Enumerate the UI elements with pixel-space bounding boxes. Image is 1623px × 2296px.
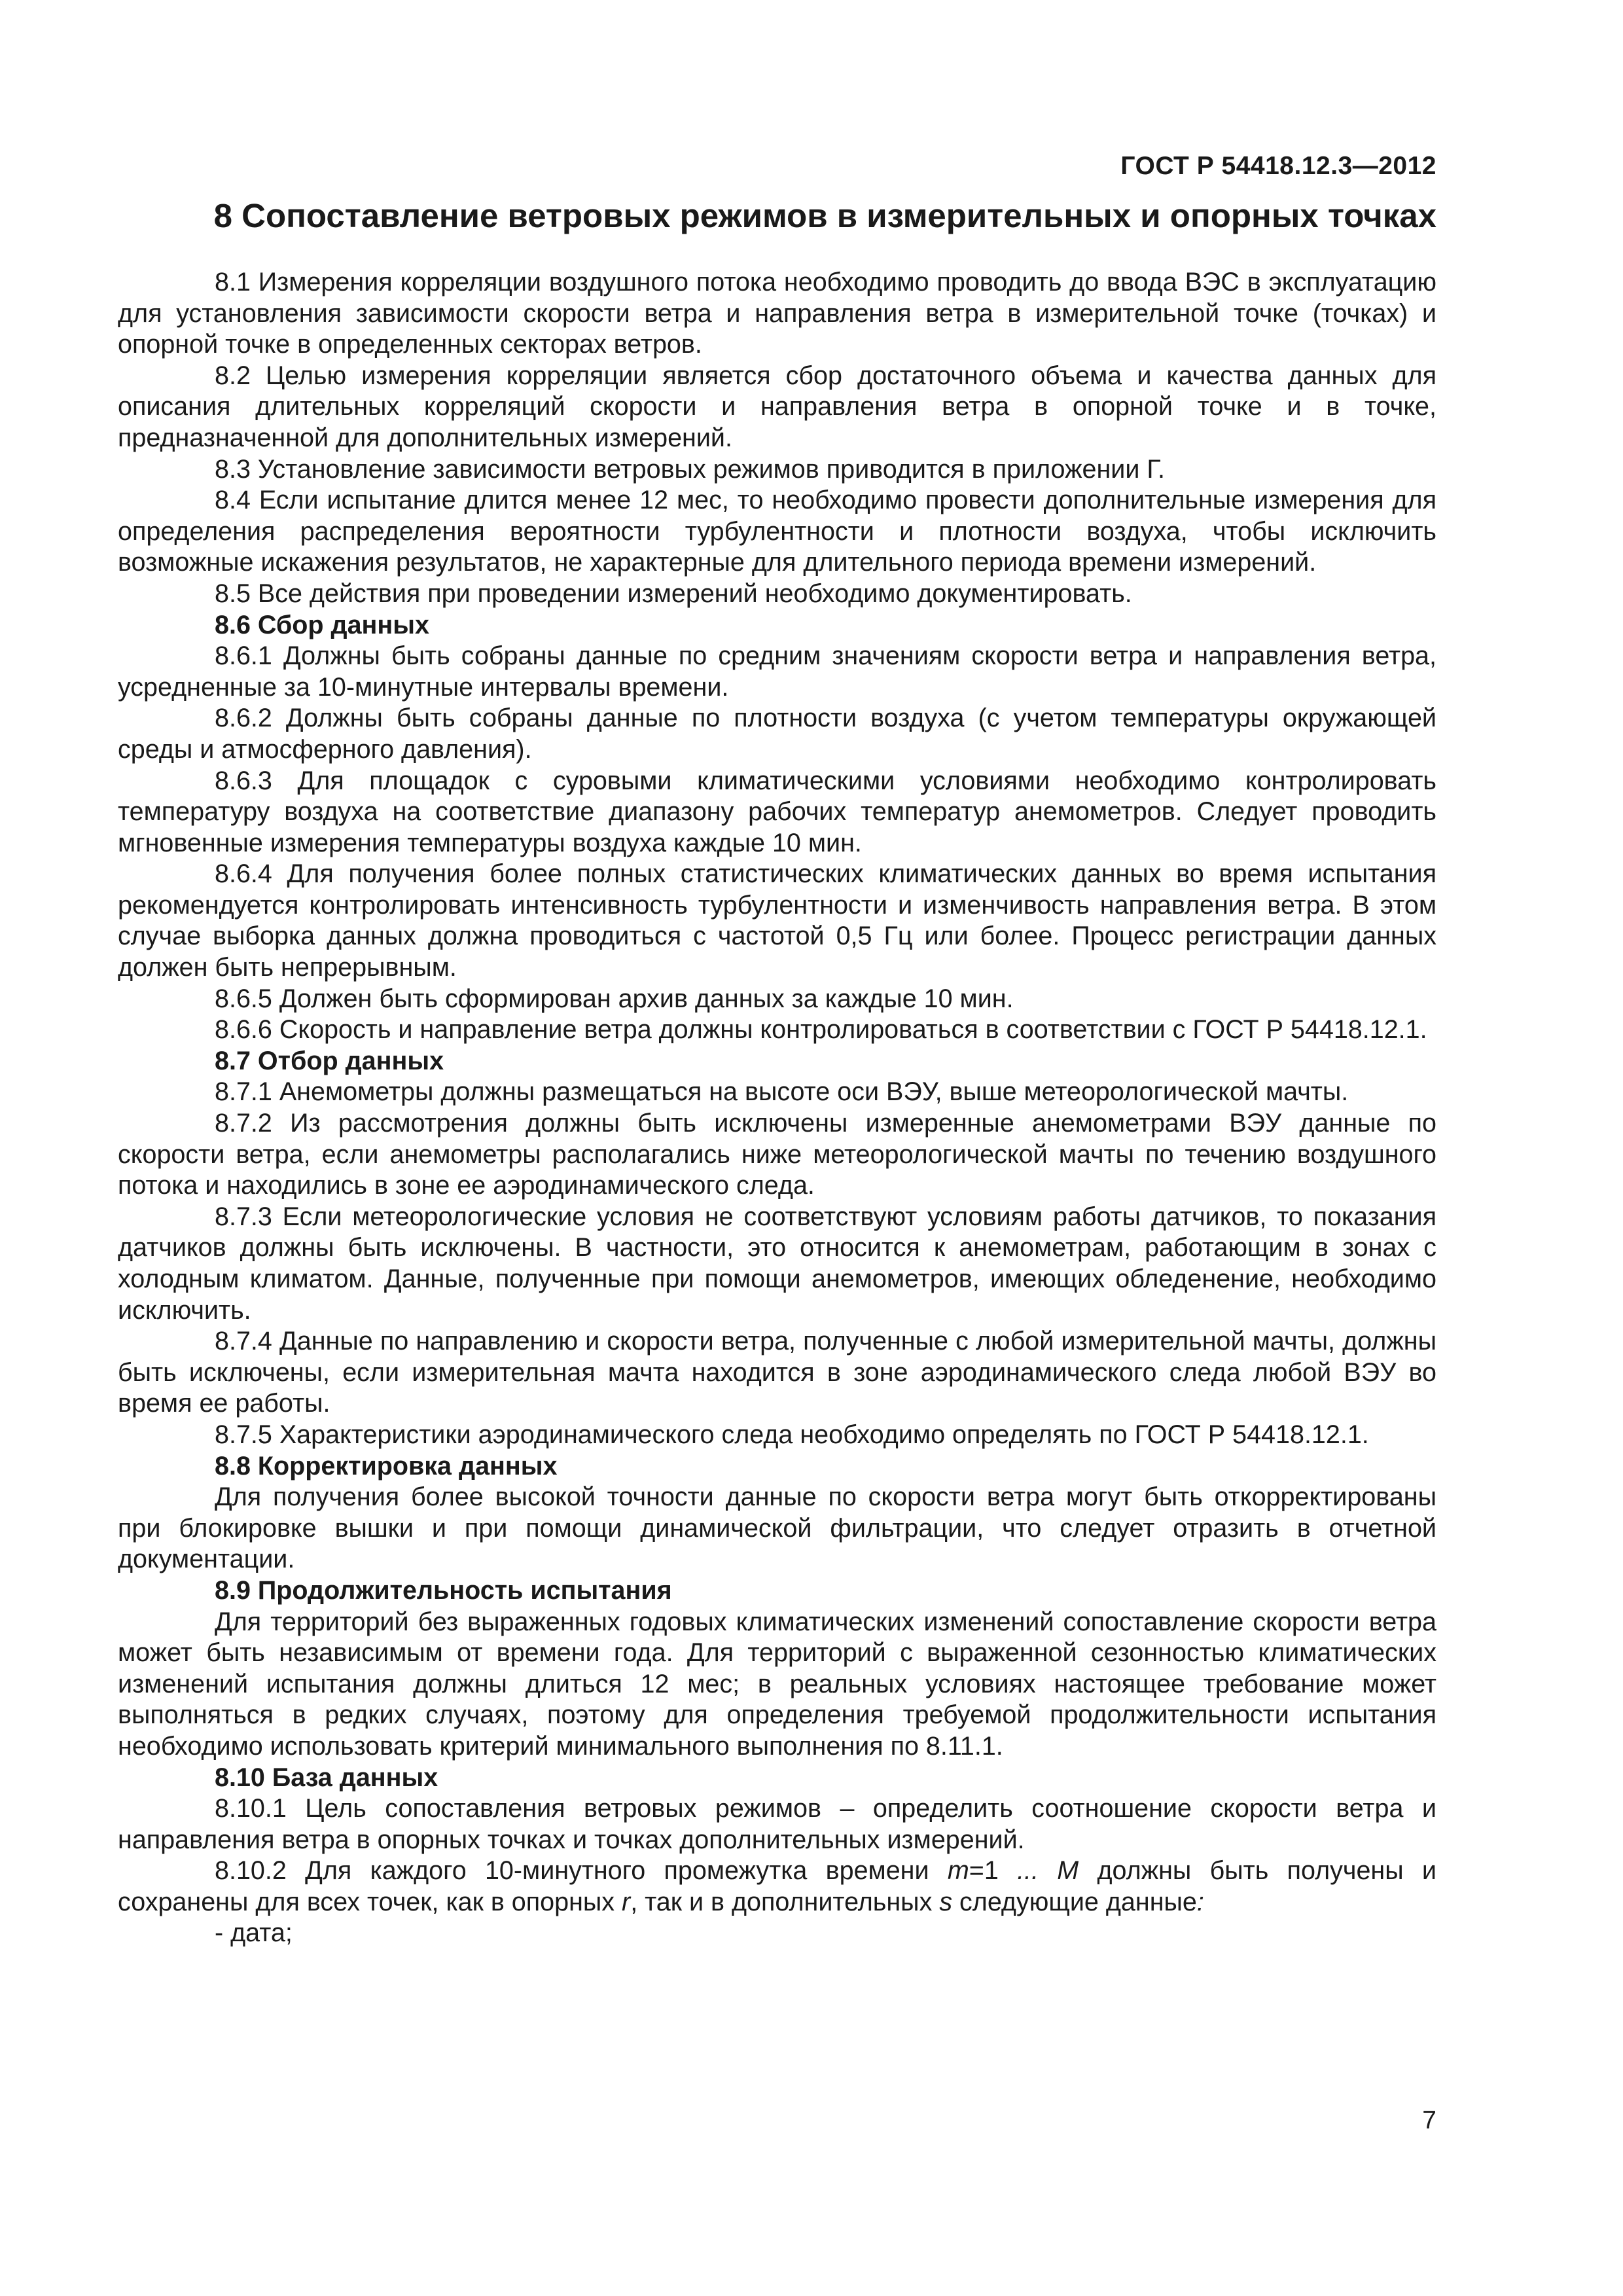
subsection-heading-8-10: 8.10 База данных [215,1763,438,1792]
subsection-heading-8-8: 8.8 Корректировка данных [215,1451,558,1480]
paragraph-8-6-4: 8.6.4 Для получения более полных статистических климатических данных во время испытания рекомендуется контролировать интенсивность турбулентности и изменчивость направления ветра. В этом случае выборка данных должна проводиться с частотой 0,5 Гц или более. Процесс регистрации данных должен быть непрерывным. [118,859,1436,982]
list-item: - дата; [215,1918,293,1948]
paragraph-8-3: 8.3 Установление зависимости ветровых режимов приводится в приложении Г. [215,454,1165,484]
text-run: следующие данные [952,1887,1197,1916]
variable-m-range: ... M [1017,1856,1079,1886]
paragraph-8-7-1: 8.7.1 Анемометры должны размещаться на высоте оси ВЭУ, выше метеорологической мачты. [215,1077,1349,1107]
variable-m: m [947,1856,969,1886]
text-run: 8.10.2 Для каждого 10-минутного промежутка времени [215,1856,948,1886]
paragraph-8-9: Для территорий без выраженных годовых климатических изменений сопоставление скорости ветра может быть независимым от времени года. Для территорий с выраженной сезонностью климатических изменений испытания должны длиться 12 мес; в реальных условиях настоящее требование может выполняться в редких случаях, поэтому для определения требуемой продолжительности испытания необходимо использовать критерий минимального выполнения по 8.11.1. [118,1607,1436,1761]
paragraph-8-7-3: 8.7.3 Если метеорологические условия не соответствуют условиям работы датчиков, то показания датчиков должны быть исключены. В частности, это относится к анемометрам, работающим в зонах с холодным климатом. Данные, полученные при помощи анемометров, имеющих обледенение, необходимо исключить. [118,1202,1436,1325]
paragraph-8-2: 8.2 Целью измерения корреляции является сбор достаточного объема и качества данных для описания длительных корреляций скорости и направления ветра в опорной точке и в точке, предназначенной для дополнительных измерений. [118,361,1436,452]
paragraph-8-6-1: 8.6.1 Должны быть собраны данные по средним значениям скорости ветра и направления ветра, усредненные за 10-минутные интервалы времени. [118,641,1436,702]
page-number: 7 [1422,2106,1436,2134]
paragraph-8-5: 8.5 Все действия при проведении измерений необходимо документировать. [215,579,1132,608]
subsection-heading-8-9: 8.9 Продолжительность испытания [215,1575,672,1605]
paragraph-8-7-2: 8.7.2 Из рассмотрения должны быть исключены измеренные анемометрами ВЭУ данные по скорости ветра, если анемометры располагались ниже метеорологической мачты по течению воздушного потока и находились в зоне ее аэродинамического следа. [118,1109,1436,1200]
paragraph-8-1: 8.1 Измерения корреляции воздушного потока необходимо проводить до ввода ВЭС в эксплуатацию для установления зависимости скорости ветра и направления ветра в измерительной точке (точках) и опорной точке в определенных секторах ветров. [118,268,1436,359]
text-run: должны быть получены и сохранены для всех точек, как в опорных [118,1856,1436,1916]
paragraph-8-6-5: 8.6.5 Должен быть сформирован архив данных за каждые 10 мин. [215,984,1014,1013]
paragraph-8-4: 8.4 Если испытание длится менее 12 мес, то необходимо провести дополнительные измерения для определения распределения вероятности турбулентности и плотности воздуха, чтобы исключить возможные искажения результатов, не характерные для длительного периода времени измерений. [118,486,1436,577]
text-run: =1 [969,1856,1018,1886]
paragraph-8-8: Для получения более высокой точности данные по скорости ветра могут быть откорректированы при блокировке вышки и при помощи динамической фильтрации, что следует отразить в отчетной документации. [118,1482,1436,1574]
standard-designation: ГОСТ Р 54418.12.3—2012 [1120,152,1436,180]
paragraph-8-6-2: 8.6.2 Должны быть собраны данные по плотности воздуха (с учетом температуры окружающей среды и атмосферного давления). [118,704,1436,764]
paragraph-8-7-4: 8.7.4 Данные по направлению и скорости ветра, полученные с любой измерительной мачты, должны быть исключены, если измерительная мачта находится в зоне аэродинамического следа любой ВЭУ во время ее работы. [118,1327,1436,1418]
section-heading: 8 Сопоставление ветровых режимов в измерительных и опорных точках [213,197,1436,234]
text-run: , так и в дополнительных [630,1887,940,1916]
subsection-heading-8-6: 8.6 Сбор данных [215,610,429,639]
paragraph-8-7-5: 8.7.5 Характеристики аэродинамического следа необходимо определять по ГОСТ Р 54418.12.1. [215,1420,1369,1449]
paragraph-8-10-1: 8.10.1 Цель сопоставления ветровых режимов – определить соотношение скорости ветра и направления ветра в опорных точках и точках дополнительных измерений. [118,1794,1436,1854]
colon: : [1196,1887,1204,1916]
subsection-heading-8-7: 8.7 Отбор данных [215,1046,444,1075]
document-body [118,267,1436,1949]
paragraph-8-6-3: 8.6.3 Для площадок с суровыми климатическими условиями необходимо контролировать температуру воздуха на соответствие диапазону рабочих температур анемометров. Следует проводить мгновенные измерения температуры воздуха каждые 10 мин. [118,766,1436,857]
paragraph-8-6-6: 8.6.6 Скорость и направление ветра должны контролироваться в соответствии с ГОСТ Р 54418.12.1. [215,1015,1427,1045]
variable-s: s [939,1887,953,1916]
paragraph-8-10-2 [118,1856,1436,1918]
variable-r: r [622,1887,631,1916]
